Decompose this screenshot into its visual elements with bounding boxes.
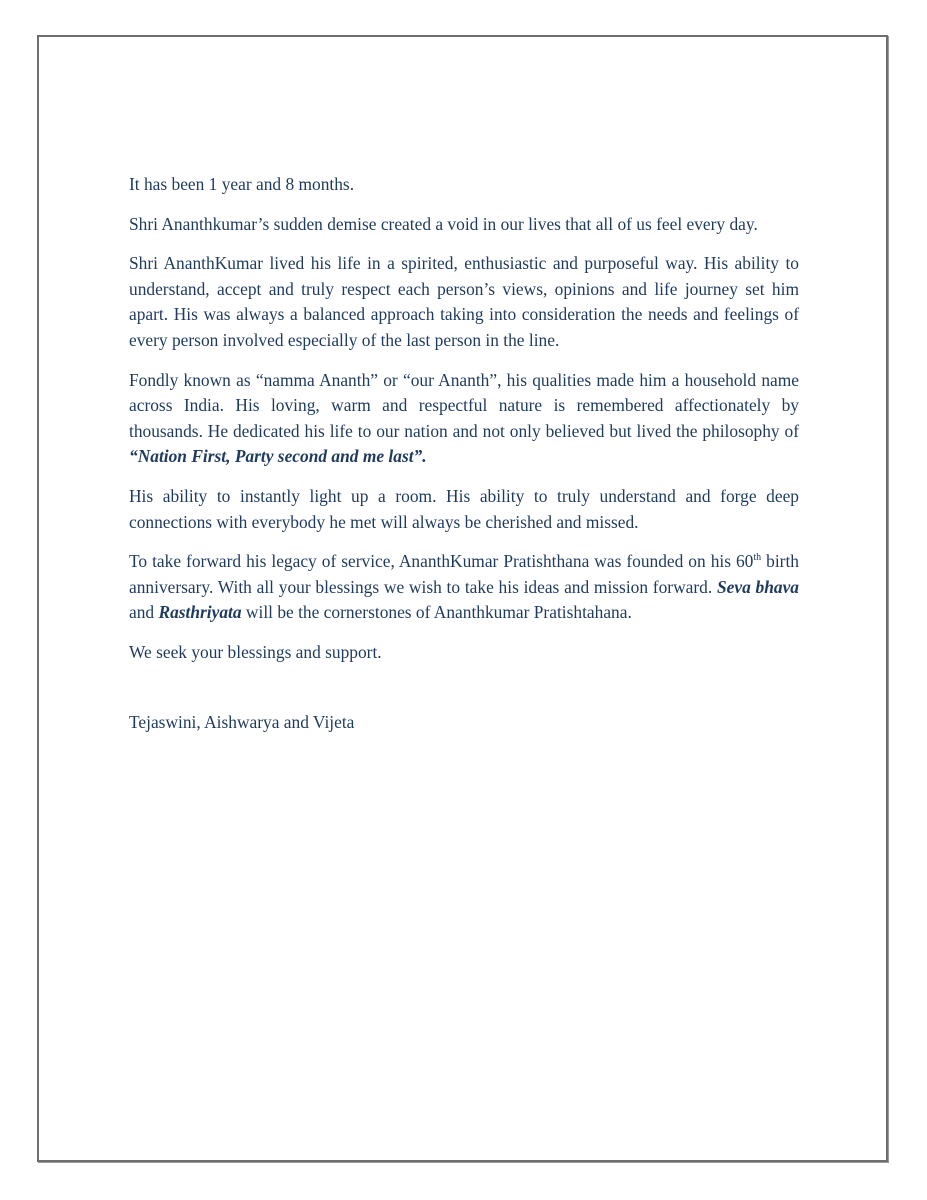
legacy-text-a: To take forward his legacy of service, AnanthKumar Pratishthana was founded on his 60: [129, 551, 754, 572]
paragraph-fondly-known-text: Fondly known as “namma Ananth” or “our Ananth”, his qualities made him a household name across India. His loving, warm and respectful nature is remembered affectionately by thousands. He dedicated his life to our nation and not only believed but lived the philosophy of: [129, 369, 799, 441]
paragraph-opening: It has been 1 year and 8 months.: [129, 174, 355, 194]
paragraph-life: Shri AnanthKumar lived his life in a spirited, enthusiastic and purposeful way. His ability to understand, accept and truly respect each person’s views, opinions and life journey set him apart. His was always a balanced approach taking into consideration the needs and feelings of every person involved especially of the last person in the line.: [129, 253, 799, 350]
paragraph-ability: His ability to instantly light up a room. His ability to truly understand and forge deep connections with everybody he met will always be cherished and missed.: [129, 485, 799, 532]
seva-bhava-emphasis: Seva bhava: [716, 576, 799, 597]
letter-body: [129, 172, 799, 749]
paragraph-demise: Shri Ananthkumar’s sudden demise created a void in our lives that all of us feel every day.: [129, 213, 758, 234]
legacy-text-c: and: [129, 602, 159, 623]
paragraph-legacy: [129, 549, 799, 626]
paragraph-fondly-known: [129, 368, 799, 470]
rasthriyata-emphasis: Rasthriyata: [158, 602, 242, 623]
signature: Tejaswini, Aishwarya and Vijeta: [129, 711, 355, 732]
ordinal-suffix: th: [753, 552, 762, 564]
legacy-text-d: will be the cornerstones of Ananthkumar Pratishtahana.: [241, 602, 632, 623]
philosophy-quote: “Nation First, Party second and me last”.: [129, 446, 427, 467]
legacy-text-b: birth anniversary. With all your blessings we wish to take his ideas and mission forward.: [129, 551, 799, 597]
paragraph-closing: We seek your blessings and support.: [129, 641, 382, 662]
